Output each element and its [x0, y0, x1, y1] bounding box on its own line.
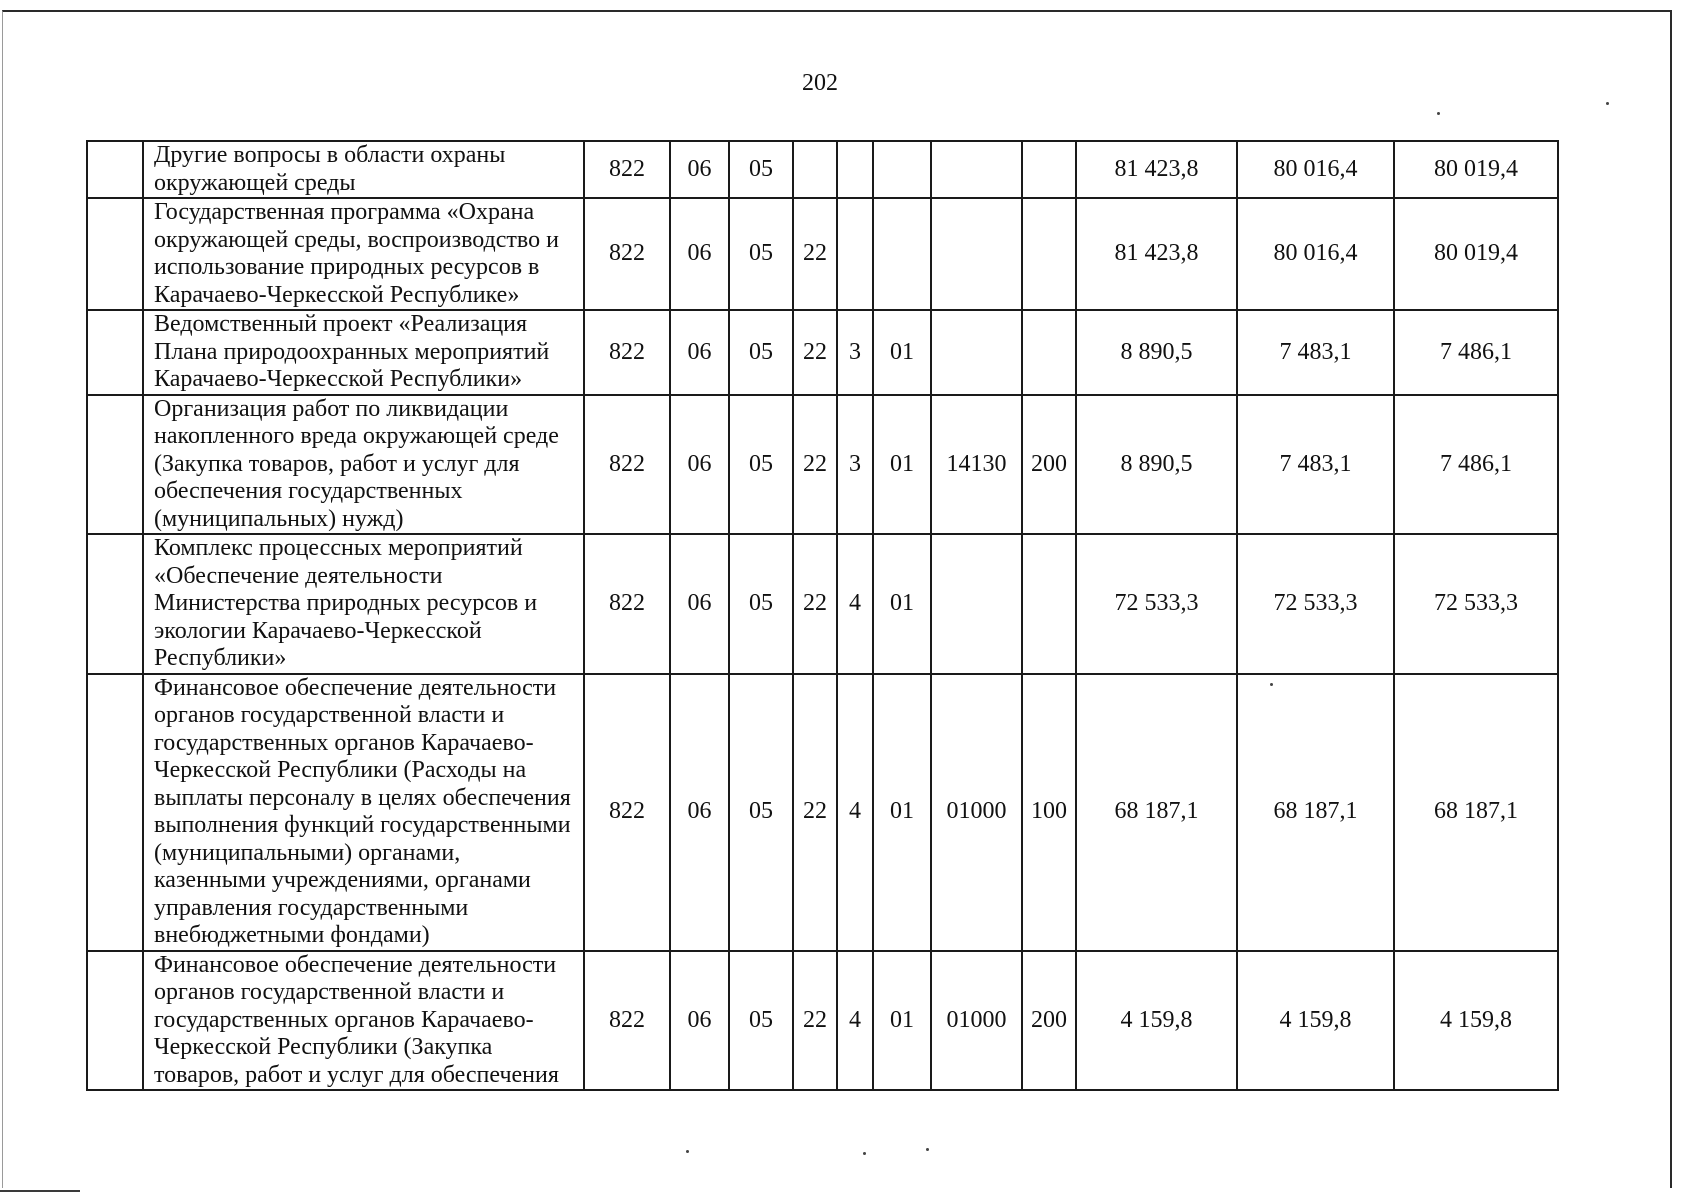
- scan-speck: [1270, 683, 1273, 686]
- amount-cell: 80 019,4: [1394, 198, 1558, 310]
- table-row: [87, 198, 1558, 310]
- code-cell: 05: [729, 534, 793, 674]
- amount-cell: 80 016,4: [1237, 198, 1394, 310]
- budget-table: [86, 140, 1559, 1091]
- code-cell: 822: [584, 674, 670, 951]
- amount-cell: 4 159,8: [1076, 951, 1237, 1091]
- scan-speck: [1606, 102, 1609, 105]
- code-cell: 822: [584, 198, 670, 310]
- code-cell: [837, 141, 873, 198]
- description-cell: Финансовое обеспечение деятельности органов государственной власти и государственных органов Карачаево-Черкесской Республики (Расходы на выплаты персоналу в целях обеспечения выполнения функций государственными (муниципальными) органами, казенными учреждениями, органами управления государственными внебюджетными фондами): [143, 674, 584, 951]
- code-cell: 06: [670, 674, 729, 951]
- table-row: [87, 141, 1558, 198]
- amount-cell: 7 483,1: [1237, 310, 1394, 395]
- amount-cell: 68 187,1: [1237, 674, 1394, 951]
- code-cell: 01: [873, 951, 931, 1091]
- code-cell: [1022, 141, 1076, 198]
- scan-speck: [1437, 112, 1440, 115]
- code-cell: 01000: [931, 674, 1022, 951]
- code-cell: [1022, 198, 1076, 310]
- row-number-cell: [87, 141, 143, 198]
- scan-speck: [863, 1152, 866, 1155]
- code-cell: 01000: [931, 951, 1022, 1091]
- code-cell: [931, 534, 1022, 674]
- amount-cell: 7 486,1: [1394, 310, 1558, 395]
- description-cell: Комплекс процессных мероприятий «Обеспечение деятельности Министерства природных ресурсов и экологии Карачаево-Черкесской Республики»: [143, 534, 584, 674]
- code-cell: [873, 198, 931, 310]
- code-cell: 22: [793, 395, 837, 535]
- description-cell: Организация работ по ликвидации накопленного вреда окружающей среде (Закупка товаров, работ и услуг для обеспечения государственных (муниципальных) нужд): [143, 395, 584, 535]
- code-cell: 822: [584, 141, 670, 198]
- table-row: [87, 395, 1558, 535]
- table-row: [87, 310, 1558, 395]
- code-cell: 22: [793, 310, 837, 395]
- code-cell: 05: [729, 395, 793, 535]
- code-cell: 05: [729, 310, 793, 395]
- code-cell: 14130: [931, 395, 1022, 535]
- code-cell: 05: [729, 674, 793, 951]
- amount-cell: 72 533,3: [1394, 534, 1558, 674]
- amount-cell: 8 890,5: [1076, 395, 1237, 535]
- code-cell: [837, 198, 873, 310]
- code-cell: 05: [729, 141, 793, 198]
- table-row: [87, 534, 1558, 674]
- description-cell: Финансовое обеспечение деятельности органов государственной власти и государственных органов Карачаево-Черкесской Республики (Закупка товаров, работ и услуг для обеспечения: [143, 951, 584, 1091]
- code-cell: [873, 141, 931, 198]
- code-cell: 01: [873, 674, 931, 951]
- amount-cell: 68 187,1: [1394, 674, 1558, 951]
- code-cell: 06: [670, 198, 729, 310]
- code-cell: [1022, 534, 1076, 674]
- table-body: [87, 141, 1558, 1090]
- amount-cell: 72 533,3: [1076, 534, 1237, 674]
- code-cell: 01: [873, 534, 931, 674]
- amount-cell: 68 187,1: [1076, 674, 1237, 951]
- description-cell: Другие вопросы в области охраны окружающей среды: [143, 141, 584, 198]
- page-number: 202: [802, 70, 838, 96]
- code-cell: 06: [670, 951, 729, 1091]
- amount-cell: 4 159,8: [1237, 951, 1394, 1091]
- code-cell: 01: [873, 395, 931, 535]
- code-cell: 01: [873, 310, 931, 395]
- code-cell: 200: [1022, 951, 1076, 1091]
- code-cell: 822: [584, 534, 670, 674]
- row-number-cell: [87, 674, 143, 951]
- code-cell: 06: [670, 395, 729, 535]
- code-cell: 05: [729, 198, 793, 310]
- code-cell: 06: [670, 310, 729, 395]
- code-cell: 3: [837, 310, 873, 395]
- code-cell: 22: [793, 534, 837, 674]
- code-cell: 4: [837, 534, 873, 674]
- row-number-cell: [87, 310, 143, 395]
- code-cell: 822: [584, 395, 670, 535]
- code-cell: 100: [1022, 674, 1076, 951]
- code-cell: 822: [584, 310, 670, 395]
- description-cell: Ведомственный проект «Реализация Плана природоохранных мероприятий Карачаево-Черкесской Республики»: [143, 310, 584, 395]
- row-number-cell: [87, 534, 143, 674]
- code-cell: 06: [670, 534, 729, 674]
- code-cell: [931, 141, 1022, 198]
- code-cell: [931, 198, 1022, 310]
- amount-cell: 72 533,3: [1237, 534, 1394, 674]
- code-cell: 22: [793, 674, 837, 951]
- amount-cell: 4 159,8: [1394, 951, 1558, 1091]
- code-cell: 06: [670, 141, 729, 198]
- code-cell: 200: [1022, 395, 1076, 535]
- amount-cell: 7 483,1: [1237, 395, 1394, 535]
- amount-cell: 81 423,8: [1076, 198, 1237, 310]
- code-cell: [931, 310, 1022, 395]
- amount-cell: 81 423,8: [1076, 141, 1237, 198]
- table-row: [87, 674, 1558, 951]
- code-cell: 4: [837, 951, 873, 1091]
- code-cell: 3: [837, 395, 873, 535]
- row-number-cell: [87, 395, 143, 535]
- amount-cell: 80 019,4: [1394, 141, 1558, 198]
- code-cell: [793, 141, 837, 198]
- row-number-cell: [87, 198, 143, 310]
- table-row: [87, 951, 1558, 1091]
- code-cell: 4: [837, 674, 873, 951]
- amount-cell: 7 486,1: [1394, 395, 1558, 535]
- scan-speck: [686, 1150, 689, 1153]
- row-number-cell: [87, 951, 143, 1091]
- description-cell: Государственная программа «Охрана окружающей среды, воспроизводство и использование природных ресурсов в Карачаево-Черкесской Республике»: [143, 198, 584, 310]
- code-cell: 822: [584, 951, 670, 1091]
- amount-cell: 80 016,4: [1237, 141, 1394, 198]
- scan-speck: [926, 1148, 929, 1151]
- amount-cell: 8 890,5: [1076, 310, 1237, 395]
- scan-border-fragment: [0, 1190, 80, 1192]
- code-cell: 05: [729, 951, 793, 1091]
- code-cell: 22: [793, 198, 837, 310]
- code-cell: 22: [793, 951, 837, 1091]
- code-cell: [1022, 310, 1076, 395]
